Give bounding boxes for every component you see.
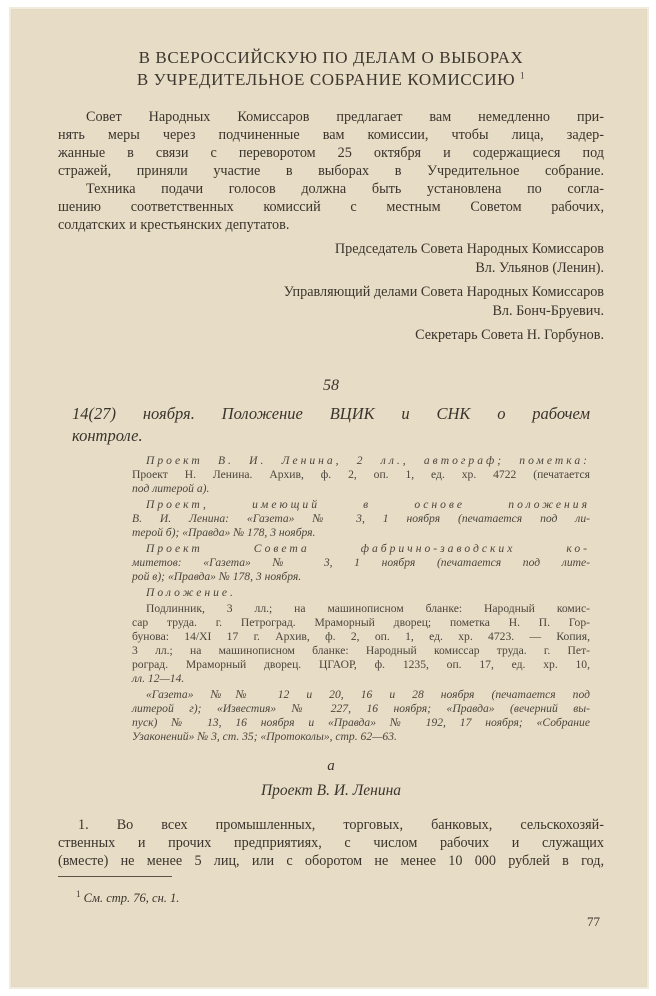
source-line: Проект Н. Ленина. Архив, ф. 2, оп. 1, ед. хр. 4722 (печатается (132, 468, 590, 481)
source-label: Проект В. И. Ленина, 2 лл., автограф; пометка: (146, 454, 590, 467)
clause-line: ственных и прочих предприятиях, с числом рабочих и служащих (58, 835, 604, 851)
source-line: терой б); «Правда» № 178, 3 ноября. (132, 526, 316, 539)
document-title-line-1: 14(27) ноября. Положение ВЦИК и СНК о рабочем (72, 404, 590, 423)
heading-footnote-mark: 1 (520, 70, 526, 81)
source-line: литерой г); «Известия» № 227, 16 ноября; «Правда» (вечерний вы- (132, 702, 590, 715)
body-line: солдатских и крестьянских депутатов. (58, 217, 290, 233)
book-page (12, 10, 646, 986)
source-line: 3 лл.; на машинописном бланке: Народный комиссар труда. г. Пет- (132, 644, 590, 657)
source-line (146, 602, 590, 616)
heading-line-1: В ВСЕРОССИЙСКУЮ ПО ДЕЛАМ О ВЫБОРАХ (138, 48, 524, 67)
source-line: бунова: 14/XI 17 г. Архив, ф. 2, оп. 1, ед. хр. 4723. — Копия, (132, 630, 590, 643)
source-text: В. И. Ленина: «Газета» № 3, 1 ноября (печатается под ли- (132, 512, 590, 525)
body-line: жанные в связи с переворотом 25 октября и содержащиеся под (58, 145, 604, 161)
source-line: Узаконений» № 3, ст. 35; «Протоколы», стр. 62—63. (132, 730, 397, 743)
clause-line: 1. Во всех промышленных, торговых, банковых, сельскохозяй- (78, 817, 604, 833)
footnote-rule (58, 876, 172, 877)
source-line (146, 542, 590, 556)
source-line (146, 586, 236, 600)
body-line: шению соответственных комиссий с местным Советом рабочих, (58, 199, 604, 215)
footnote (76, 887, 179, 906)
section-title: Проект В. И. Ленина (260, 782, 402, 799)
signature-manager-name: Вл. Бонч-Бруевич. (492, 303, 604, 319)
document-number: 58 (323, 377, 339, 394)
body-line: Совет Народных Комиссаров предлагает вам немедленно при- (86, 109, 604, 125)
source-label: Проект, имеющий в основе положения (146, 498, 590, 511)
source-line: под литерой а). (132, 482, 210, 495)
source-line (146, 498, 590, 512)
clause-line: (вместе) не менее 5 лиц, или с оборотом не менее 10 000 рублей в год, (58, 853, 604, 869)
footnote-text: См. стр. 76, сн. 1. (83, 891, 180, 906)
signature-secretary: Секретарь Совета Н. Горбунов. (415, 327, 604, 343)
section-letter: а (327, 758, 335, 774)
signature-chairman-title: Председатель Совета Народных Комиссаров (334, 241, 604, 257)
document-title-line-2: контроле. (72, 426, 143, 445)
source-line (132, 512, 590, 526)
signature-chairman-name: Вл. Ульянов (Ленин). (475, 260, 604, 276)
page-number: 77 (587, 914, 600, 929)
heading-line-2 (58, 70, 604, 90)
source-line (146, 454, 590, 468)
footnote-mark: 1 (76, 889, 81, 899)
source-text: Подлинник, 3 лл.; на машинописном бланке: Народный комис- (146, 602, 590, 615)
source-line: роград. Мраморный дворец. ЦГАОР, ф. 1235, оп. 17, ед. хр. 10, (132, 658, 590, 671)
source-line (132, 556, 590, 570)
source-label: Проект Совета фабрично-заводских ко- (146, 542, 590, 555)
source-text: митетов: «Газета» № 3, 1 ноября (печатается под лите- (132, 556, 590, 569)
source-line: сар труда. г. Петроград. Мраморный дворец; пометка Н. П. Гор- (132, 616, 590, 629)
body-line: Техника подачи голосов должна быть установлена по согла- (86, 181, 604, 197)
source-line: рой в); «Правда» № 178, 3 ноября. (132, 570, 302, 583)
source-line: пуск) № 13, 16 ноября и «Правда» № 192, 17 ноября; «Собрание (132, 716, 590, 729)
heading-line-2-text: В УЧРЕДИТЕЛЬНОЕ СОБРАНИЕ КОМИССИЮ (136, 70, 516, 89)
source-label: Положение. (146, 586, 236, 599)
signature-manager-title: Управляющий делами Совета Народных Комиссаров (283, 284, 604, 300)
body-line: стражей, приняли участие в выборах в Учредительное собрание. (58, 163, 604, 179)
source-line: лл. 12—14. (132, 672, 185, 685)
source-line: «Газета» №№ 12 и 20, 16 и 28 ноября (печатается под (146, 688, 590, 701)
body-line: нять меры через подчиненные вам комиссии, чтобы лица, задер- (58, 127, 604, 143)
